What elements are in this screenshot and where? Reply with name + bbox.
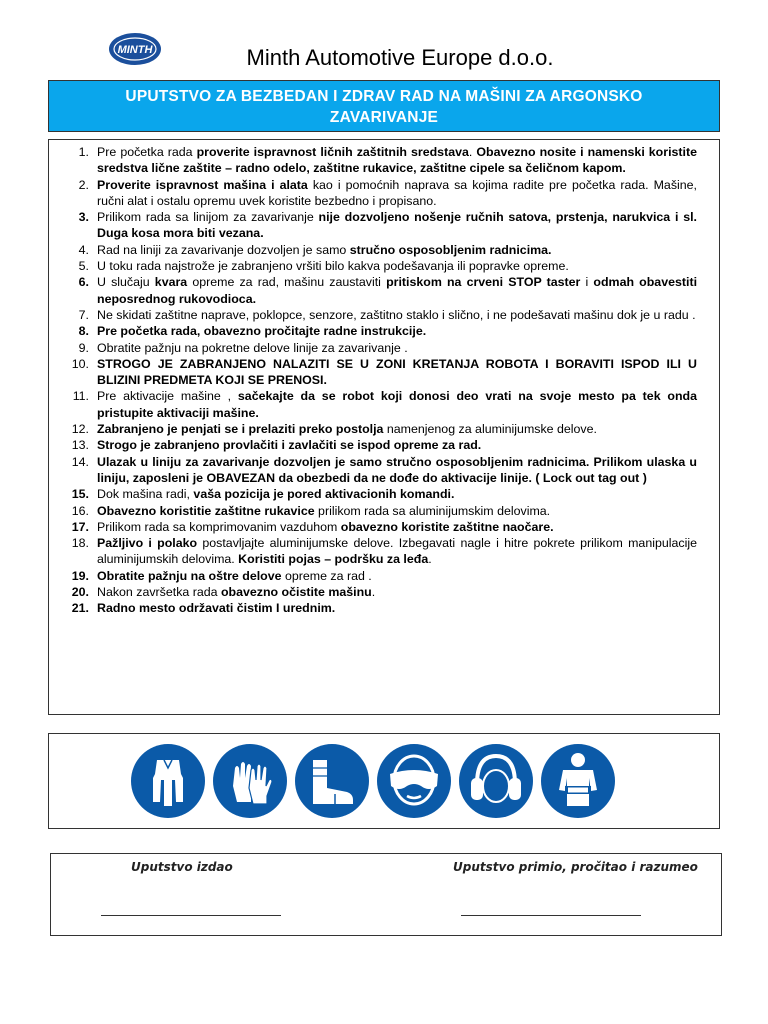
rule-item <box>65 144 697 177</box>
rule-text-segment: . <box>371 585 376 600</box>
rule-number: 18. <box>71 536 89 551</box>
rule-number: 13. <box>71 438 89 453</box>
rule-text-segment: opreme za rad, mašinu zaustaviti <box>187 275 387 290</box>
rule-item <box>65 600 697 616</box>
rule-text-segment: kao i pomoćnih naprava sa kojima radite pre početka rada. Mašine, ručni alat i ostalu opremu uvek koristite bezbedno i propisano. <box>97 177 697 208</box>
rule-text <box>97 323 697 339</box>
rules-box <box>48 139 720 715</box>
rule-text <box>97 356 697 389</box>
rule-text-segment: Rad na liniji za zavarivanje dozvoljen je samo <box>97 242 350 257</box>
rule-text <box>97 242 697 258</box>
rule-item <box>65 242 697 258</box>
ear-protection-icon <box>459 744 533 818</box>
signature-box <box>50 853 722 936</box>
rule-text-segment: Radno mesto održavati čistim I urednim. <box>97 601 336 616</box>
rule-text-segment: i <box>580 275 594 290</box>
rule-text <box>97 503 697 519</box>
rule-item <box>65 421 697 437</box>
rule-number: 17. <box>71 519 89 534</box>
rule-text <box>97 437 697 453</box>
minth-logo <box>108 32 162 66</box>
rule-text-segment: Obavezno koristitie zaštitne rukavice <box>97 503 315 518</box>
rule-text <box>97 209 697 242</box>
rule-number: 15. <box>71 487 89 502</box>
issued-by-label: Uputstvo izdao <box>131 860 233 874</box>
rule-item <box>65 584 697 600</box>
rule-number: 8. <box>78 324 89 339</box>
rule-number: 4. <box>78 242 89 257</box>
rule-text <box>97 584 697 600</box>
rule-text-segment: Proverite ispravnost mašina i alata <box>97 177 308 192</box>
rule-item <box>65 568 697 584</box>
rule-text-segment: namenjenog za aluminijumske delove. <box>383 422 597 437</box>
rule-text <box>97 144 697 177</box>
rule-item <box>65 209 697 242</box>
rule-item <box>65 535 697 568</box>
rule-text-segment: Prilikom rada sa linijom za zavarivanje <box>97 210 319 225</box>
rule-text <box>97 535 697 568</box>
rule-text-segment: Pre početka rada <box>97 145 197 159</box>
rule-item <box>65 437 697 453</box>
company-name: Minth Automotive Europe d.o.o. <box>246 45 554 70</box>
document-title <box>48 80 720 132</box>
rule-text-segment: Pre aktivacije mašine , <box>97 389 238 404</box>
rule-number: 9. <box>78 340 89 355</box>
rule-text-segment: Zabranjeno je penjati se i prelaziti preko postolja <box>97 422 384 437</box>
rule-number: 11. <box>72 389 89 404</box>
rule-number: 12. <box>71 422 89 437</box>
overalls-icon <box>131 744 205 818</box>
rule-item <box>65 340 697 356</box>
rule-text <box>97 274 697 307</box>
rule-text <box>97 307 697 323</box>
rule-number: 20. <box>71 585 89 600</box>
rule-item <box>65 486 697 502</box>
rule-text-segment: sačekajte da se robot koji donosi deo vrati na svoje mesto pa tek onda pristupite aktivaciji mašine. <box>97 389 697 420</box>
logo-text: MINTH <box>117 44 153 56</box>
rule-text-segment: Dok mašina radi, <box>97 487 194 502</box>
rule-text-segment: Ne skidati zaštitne naprave, poklopce, senzore, zaštitno staklo i slično, i ne podešavati mašinu dok je u radu . <box>97 307 696 322</box>
rule-text-segment: Pažljivo i polako <box>97 536 198 551</box>
rule-text-segment: odmah obavestiti neposrednog rukovodioca. <box>97 275 698 306</box>
rule-item <box>65 388 697 421</box>
rule-number: 5. <box>78 259 89 274</box>
issued-by-signature-line <box>101 915 281 916</box>
rule-text-segment: postavljajte aluminijumske delove. Izbegavati nagle i hitre pokrete prilikom manipulacije aluminijumskih delovima. <box>97 536 697 567</box>
rule-number: 7. <box>78 307 89 322</box>
received-by-label: Uputstvo primio, pročitao i razumeo <box>453 860 698 874</box>
rule-number: 14. <box>71 454 89 469</box>
safety-goggles-icon <box>377 744 451 818</box>
rule-text-segment: Obratite pažnju na pokretne delove linije za zavarivanje . <box>97 340 408 355</box>
rule-text-segment: . <box>468 145 477 159</box>
rule-text-segment: opreme za rad . <box>281 568 372 583</box>
rule-text <box>97 177 697 210</box>
rule-text <box>97 600 697 616</box>
rule-item <box>65 519 697 535</box>
gloves-icon <box>213 744 287 818</box>
rule-text <box>97 421 697 437</box>
rule-number: 6. <box>78 275 89 290</box>
rule-text-segment: Pre početka rada, obavezno pročitajte radne instrukcije. <box>97 324 427 339</box>
title-line-2: ZAVARIVANJE <box>329 109 439 126</box>
rule-item <box>65 274 697 307</box>
rule-text <box>97 258 697 274</box>
rule-number: 10. <box>71 356 89 371</box>
rule-item <box>65 323 697 339</box>
received-by-signature-line <box>461 915 641 916</box>
rule-item <box>65 356 697 389</box>
rule-text-segment: prilikom rada sa aluminijumskim delovima. <box>314 503 551 518</box>
rule-text-segment: Ulazak u liniju za zavarivanje dozvoljen je samo stručno osposobljenim radnicima. Prilikom ulaska u liniju, zaposleni je OBAVEZAN da obezbedi da ne dođe do aktivacije linije. ( Lock out tag out ) <box>97 454 697 485</box>
rule-item <box>65 307 697 323</box>
rule-text <box>97 340 697 356</box>
rule-number: 21. <box>71 601 89 616</box>
rule-text-segment: Nakon završetka rada <box>97 585 221 600</box>
rule-text-segment: Obavezno nosite i namenski koristite sredstva lične zaštite – radno odelo, zaštitne rukavice, zaštitne cipele sa čeličnom kapom. <box>97 145 697 176</box>
rule-text-segment: obavezno očistite mašinu <box>220 585 372 600</box>
title-line-1: UPUTSTVO ZA BEZBEDAN I ZDRAV RAD NA MAŠINI ZA ARGONSKO <box>125 88 643 105</box>
rule-number: 16. <box>71 503 89 518</box>
rule-text <box>97 519 697 535</box>
ppe-icons-panel <box>48 733 720 829</box>
rule-text-segment: vaša pozicija je pored aktivacionih komandi. <box>193 487 455 502</box>
rule-text-segment: Koristiti pojas – podršku za leđa <box>238 552 429 567</box>
rule-text <box>97 388 697 421</box>
rule-text <box>97 568 697 584</box>
rule-number: 19. <box>71 568 89 583</box>
rule-number: 1. <box>78 145 89 159</box>
rule-text-segment: Strogo je zabranjeno provlačiti i zavlačiti se ispod opreme za rad. <box>97 438 482 453</box>
rule-number: 2. <box>78 177 89 192</box>
rule-item <box>65 503 697 519</box>
rule-text-segment: U toku rada najstrože je zabranjeno vršiti bilo kakva podešavanja ili popravke opreme. <box>97 259 569 274</box>
rules-list <box>65 144 697 617</box>
rule-text-segment: Obratite pažnju na oštre delove <box>97 568 282 583</box>
rule-text <box>97 486 697 502</box>
rule-text-segment: . <box>428 552 432 567</box>
rule-text-segment: STROGO JE ZABRANJENO NALAZITI SE U ZONI KRETANJA ROBOTA I BORAVITI ISPOD ILI U BLIZINI PREDMETA KOJI SE PRENOSI. <box>97 356 697 388</box>
rule-text <box>97 454 697 487</box>
rule-text-segment: proverite ispravnost ličnih zaštitnih sredstava <box>196 145 469 159</box>
rule-item <box>65 177 697 210</box>
rule-text-segment: pritiskom na crveni STOP taster <box>386 275 581 290</box>
rule-text-segment: Prilikom rada sa komprimovanim vazduhom <box>97 519 341 534</box>
rule-text-segment: obavezno koristite zaštitne naočare. <box>340 519 554 534</box>
rule-text-segment: nije dozvoljeno nošenje ručnih satova, prstenja, narukvica i sl. Duga kosa mora biti vezana. <box>97 210 697 241</box>
rule-text-segment: stručno osposobljenim radnicima. <box>349 242 552 257</box>
rule-text-segment: U slučaju <box>97 275 155 290</box>
rule-item <box>65 258 697 274</box>
rule-number: 3. <box>78 210 89 225</box>
rule-item <box>65 454 697 487</box>
rule-text-segment: kvara <box>154 275 188 290</box>
safety-boots-icon <box>295 744 369 818</box>
back-support-belt-icon <box>541 744 615 818</box>
